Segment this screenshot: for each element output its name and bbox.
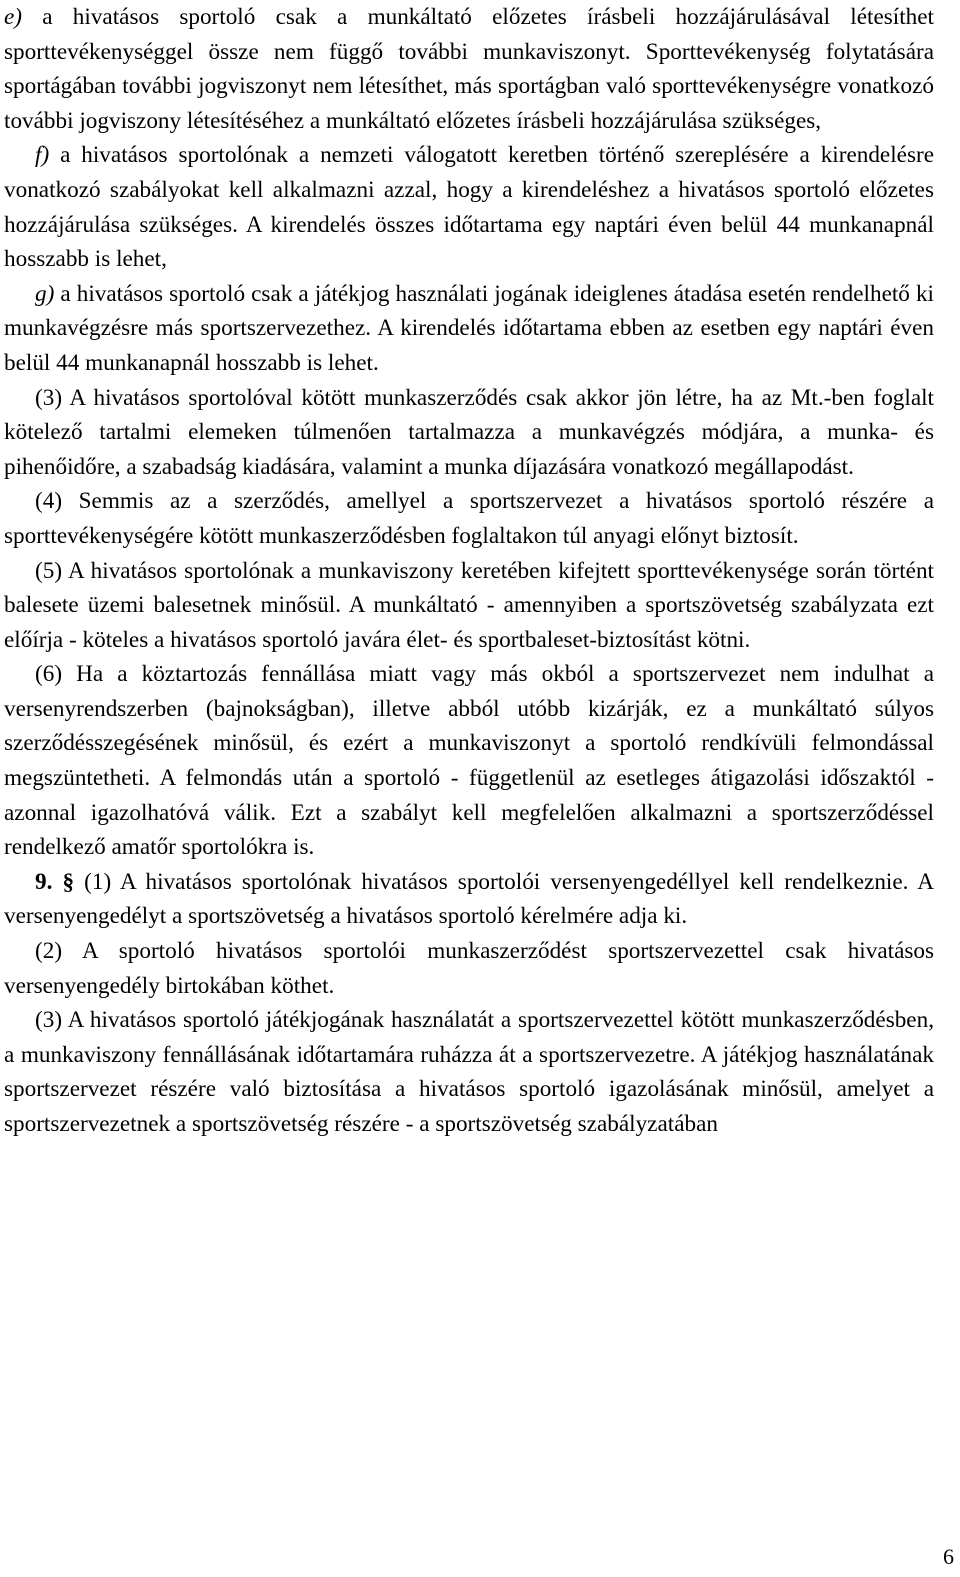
section-9-paragraph-1 xyxy=(4,865,934,934)
section-9-paragraph-2: (2) A sportoló hivatásos sportolói munkaszerződést sportszervezettel csak hivatásos versenyengedély birtokában köthet. xyxy=(4,938,934,999)
list-item-e xyxy=(4,0,934,138)
list-marker: e) xyxy=(4,4,23,30)
list-marker: g) xyxy=(35,280,55,307)
paragraph-text: (1) A hivatásos sportolónak hivatásos sportolói versenyengedéllyel kell rendelkeznie. A versenyengedélyt a sportszövetség a hivatásos sportoló kérelmére adja ki. xyxy=(4,868,934,930)
section-number: 9. xyxy=(35,868,53,895)
paragraph-text: a hivatásos sportolónak a nemzeti válogatott keretben történő szereplésére a kirendelésre vonatkozó szabályokat kell alkalmazni azzal, hogy a kirendeléshez a hivatásos sportoló előzetes hozzájárulása szükséges. A kirendelés összes időtartama egy naptári éven belül 44 munkanapnál hosszabb is lehet, xyxy=(4,142,934,273)
paragraph-3: (3) A hivatásos sportolóval kötött munkaszerződés csak akkor jön létre, ha az Mt.-ben foglalt kötelező tartalmi elemeken túlmenően tartalmazza a munkavégzés módjára, a munka- és pihenőidőre, a szabadság kiadására, valamint a munka díjazására vonatkozó megállapodást. xyxy=(4,384,934,480)
page-number: 6 xyxy=(943,1544,954,1569)
list-item-g xyxy=(4,277,934,381)
section-9-paragraph-3: (3) A hivatásos sportoló játékjogának használatát a sportszervezettel kötött munkaszerződésben, a munkaviszony fennállásának időtartamára ruházza át a sportszervezetre. A játékjog használatának sportszervezet részére való biztosítása a hivatásos sportoló igazolásának minősül, amelyet a sportszervezetnek a sportszövetség részére - a sportszövetség szabályzatában xyxy=(4,1007,934,1137)
paragraph-6: (6) Ha a köztartozás fennállása miatt vagy más okból a sportszervezet nem indulhat a versenyrendszerben (bajnokságban), illetve abból utóbb kizárják, ez a munkáltató súlyos szerződésszegésének minősül, és ezért a munkaviszonyt a sportoló rendkívüli felmondással megszüntetheti. A felmondás után a sportoló - függetlenül az esetleges átigazolási időszaktól - azonnal igazolhatóvá válik. Ezt a szabályt kell megfelelően alkalmazni a sportszerződéssel rendelkező amatőr sportolókra is. xyxy=(4,661,934,861)
paragraph-5: (5) A hivatásos sportolónak a munkaviszony keretében kifejtett sporttevékenysége során történt balesete üzemi balesetnek minősül. A munkáltató - amennyiben a sportszövetség szabályzata ezt előírja - köteles a hivatásos sportoló javára élet- és sportbaleset-biztosítást kötni. xyxy=(4,557,934,653)
list-marker: f) xyxy=(35,142,50,169)
list-item-f xyxy=(4,138,934,276)
paragraph-text: a hivatásos sportoló csak a munkáltató előzetes írásbeli hozzájárulásával létesíthet sporttevékenységgel össze nem függő további munkaviszonyt. Sporttevékenység folytatására sportágában további jogviszonyt nem létesíthet, más sportágban való sporttevékenységre vonatkozó további jogviszony létesítéséhez a munkáltató előzetes írásbeli hozzájárulása szükséges, xyxy=(4,4,934,134)
paragraph-4: (4) Semmis az a szerződés, amellyel a sportszervezet a hivatásos sportoló részére a sporttevékenységére kötött munkaszerződésben foglaltakon túl anyagi előnyt biztosít. xyxy=(4,488,934,549)
document-body xyxy=(4,0,934,1142)
paragraph-text: a hivatásos sportoló csak a játékjog használati jogának ideiglenes átadása esetén rendelhető ki munkavégzésre más sportszervezethez. A kirendelés időtartama ebben az esetben egy naptári éven belül 44 munkanapnál hosszabb is lehet. xyxy=(4,280,934,376)
section-sign: § xyxy=(62,868,75,895)
